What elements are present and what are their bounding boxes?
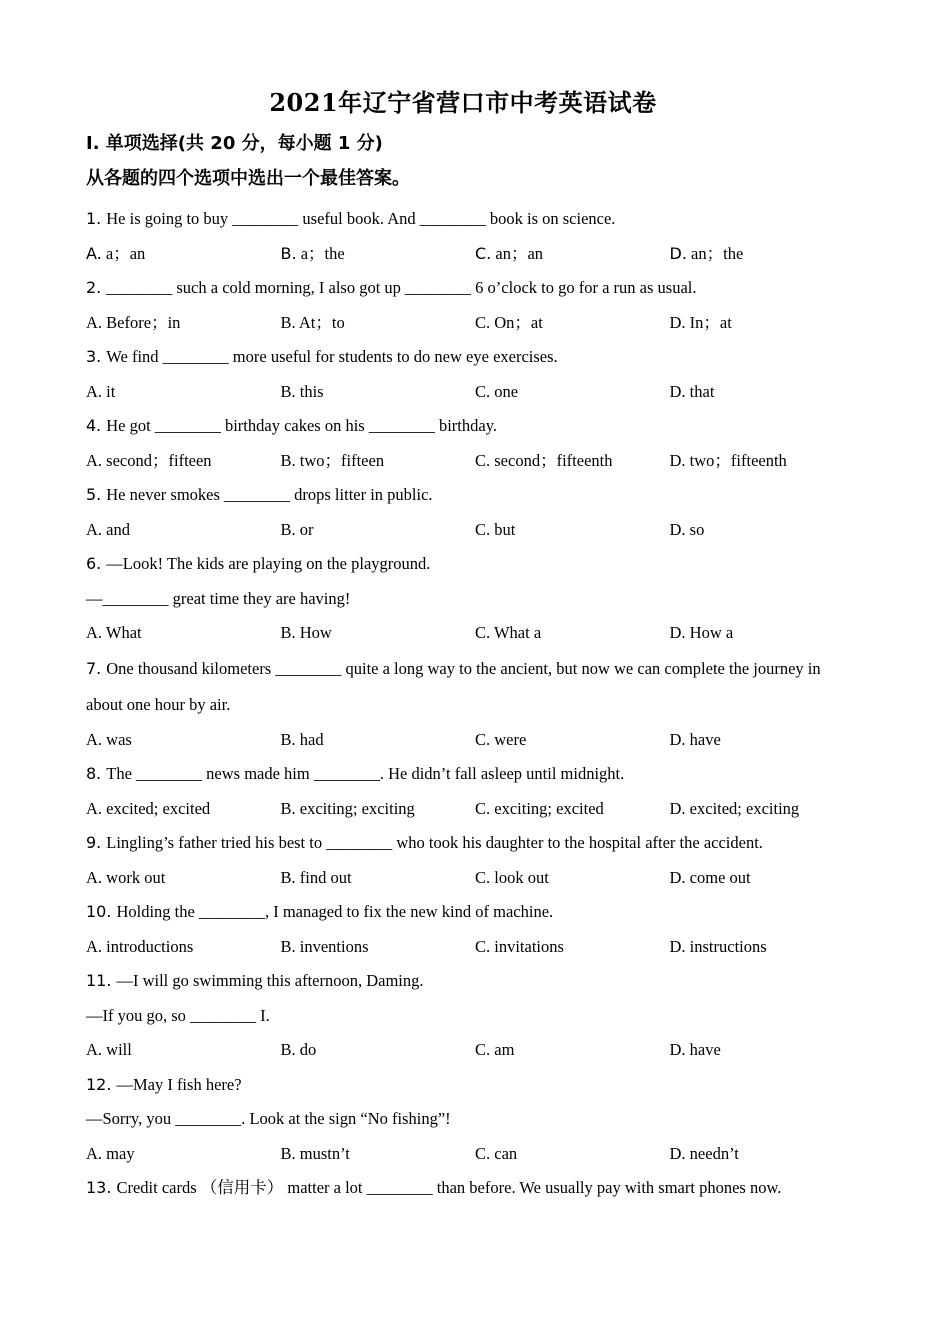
option-text: needn’t: [689, 1143, 739, 1163]
option-text: work out: [106, 867, 166, 887]
option-text: second；fifteen: [106, 450, 212, 470]
option-text: Before；in: [106, 312, 181, 332]
option-text: How: [299, 623, 332, 642]
option-letter: C.: [475, 798, 491, 818]
exam-title: 2021年辽宁省营口市中考英语试卷: [269, 88, 657, 117]
option-d[interactable]: [670, 1137, 865, 1172]
question-text: Credit cards （信用卡） matter a lot ________ than before. We usually pay with smart phones now.: [116, 1178, 782, 1197]
option-letter: A.: [86, 729, 103, 749]
option-text: have: [689, 729, 721, 749]
question-stem: [86, 651, 840, 723]
options-row: [86, 1033, 840, 1068]
option-text: that: [689, 381, 715, 401]
option-d[interactable]: [670, 616, 865, 651]
option-b[interactable]: [281, 1137, 476, 1172]
option-text: do: [299, 1040, 317, 1059]
question-number: 12.: [86, 1074, 112, 1094]
option-letter: B.: [280, 450, 296, 470]
option-letter: C.: [475, 519, 491, 539]
option-letter: D.: [669, 450, 686, 470]
option-letter: D.: [669, 1040, 686, 1059]
option-text: excited; exciting: [689, 798, 800, 818]
option-a[interactable]: [86, 616, 281, 651]
option-a[interactable]: [86, 792, 281, 827]
question-text: —Look! The kids are playing on the playground.: [106, 554, 431, 573]
question-list: [86, 202, 840, 1206]
question-number: 7.: [86, 658, 102, 678]
question-line: [86, 999, 840, 1034]
option-letter: B.: [280, 867, 296, 887]
option-text: two；fifteen: [299, 450, 385, 470]
question-stem: [86, 1171, 840, 1206]
options-row: [86, 723, 840, 758]
options-row: [86, 375, 840, 410]
option-text: How a: [689, 623, 734, 642]
option-letter: C.: [475, 867, 491, 887]
option-c[interactable]: [475, 513, 670, 548]
option-b[interactable]: [281, 375, 476, 410]
question-line: [86, 582, 840, 617]
option-letter: B.: [280, 243, 297, 263]
option-text: second；fifteenth: [494, 450, 613, 470]
option-d[interactable]: [670, 444, 865, 479]
question-stem: [86, 271, 840, 306]
question-text: —I will go swimming this afternoon, Daming.: [116, 971, 424, 990]
question-text: He is going to buy ________ useful book. And ________ book is on science.: [106, 209, 616, 228]
option-text: an；an: [495, 243, 544, 263]
option-letter: A.: [86, 867, 103, 887]
question-number: 4.: [86, 416, 102, 435]
option-letter: B.: [280, 1143, 296, 1163]
option-text: one: [494, 381, 519, 401]
question-number: 13.: [86, 1178, 112, 1197]
section-instruction: 从各题的四个选项中选出一个最佳答案。: [86, 167, 410, 189]
option-text: What a: [493, 623, 542, 642]
option-b[interactable]: [281, 1033, 476, 1068]
question-stem: [86, 547, 840, 582]
question-number: 11.: [86, 971, 112, 990]
option-text: can: [494, 1143, 518, 1163]
option-text: may: [106, 1143, 135, 1163]
option-letter: B.: [280, 798, 296, 818]
option-b[interactable]: [281, 513, 476, 548]
question-number: 10.: [86, 902, 112, 921]
options-row: [86, 861, 840, 896]
option-letter: B.: [280, 312, 296, 332]
option-text: were: [494, 729, 527, 749]
question-text: The ________ news made him ________. He didn’t fall asleep until midnight.: [106, 764, 625, 783]
option-letter: B.: [280, 1040, 296, 1059]
option-c[interactable]: [475, 1137, 670, 1172]
question-text: —If you go, so ________ I.: [86, 1005, 270, 1025]
option-c[interactable]: [475, 930, 670, 965]
question-text: Holding the ________, I managed to fix the new kind of machine.: [116, 902, 554, 921]
option-letter: D.: [669, 381, 686, 401]
option-text: exciting; excited: [494, 798, 604, 818]
question-number: 3.: [86, 347, 102, 366]
option-b[interactable]: [281, 861, 476, 896]
option-c[interactable]: [475, 444, 670, 479]
option-text: find out: [299, 867, 352, 887]
option-c[interactable]: [475, 237, 670, 272]
question-number: 9.: [86, 833, 102, 852]
question-text: —Sorry, you ________. Look at the sign “No fishing”!: [86, 1109, 451, 1128]
options-row: [86, 306, 840, 341]
option-text: inventions: [299, 936, 369, 956]
option-text: had: [299, 729, 324, 749]
option-c[interactable]: [475, 375, 670, 410]
option-text: On；at: [494, 312, 543, 332]
option-b[interactable]: [281, 792, 476, 827]
option-d[interactable]: [670, 237, 865, 272]
option-text: and: [106, 519, 130, 539]
question-stem: [86, 478, 840, 513]
question-stem: [86, 826, 840, 861]
option-text: mustn’t: [299, 1143, 350, 1163]
option-d[interactable]: [670, 930, 865, 965]
option-letter: A.: [86, 519, 103, 539]
question-number: 1.: [86, 209, 102, 228]
option-letter: C.: [475, 381, 491, 401]
question-line: [86, 1102, 840, 1137]
option-text: will: [106, 1040, 132, 1059]
option-letter: B.: [280, 381, 296, 401]
option-text: was: [106, 729, 132, 749]
option-a[interactable]: [86, 513, 281, 548]
option-letter: A.: [86, 243, 102, 263]
option-letter: B.: [280, 936, 296, 956]
option-a[interactable]: [86, 1137, 281, 1172]
options-row: [86, 513, 840, 548]
question-text: ________ such a cold morning, I also got up ________ 6 o’clock to go for a run as usual.: [106, 278, 697, 297]
option-letter: B.: [280, 623, 296, 642]
option-b[interactable]: [281, 444, 476, 479]
option-text: it: [106, 381, 116, 401]
option-d[interactable]: [670, 792, 865, 827]
option-a[interactable]: [86, 930, 281, 965]
option-letter: A.: [86, 936, 103, 956]
option-letter: C.: [475, 1040, 491, 1059]
option-text: am: [494, 1040, 515, 1059]
question-text: Lingling’s father tried his best to ________ who took his daughter to the hospital after the accident.: [106, 833, 763, 852]
option-c[interactable]: [475, 861, 670, 896]
option-text: What: [105, 623, 142, 642]
question-stem: [86, 340, 840, 375]
option-letter: D.: [669, 243, 687, 263]
option-letter: A.: [86, 798, 103, 818]
option-letter: A.: [86, 312, 103, 332]
option-text: this: [299, 381, 324, 401]
options-row: [86, 792, 840, 827]
option-text: excited; excited: [106, 798, 211, 818]
option-letter: A.: [86, 1143, 103, 1163]
option-letter: D.: [669, 519, 686, 539]
option-letter: D.: [669, 312, 686, 332]
option-letter: C.: [475, 623, 491, 642]
option-text: instructions: [689, 936, 767, 956]
option-letter: B.: [280, 519, 296, 539]
option-a[interactable]: [86, 237, 281, 272]
option-text: At；to: [298, 312, 345, 332]
option-c[interactable]: [475, 306, 670, 341]
option-text: look out: [494, 867, 549, 887]
question-stem: [86, 895, 840, 930]
question-text: He never smokes ________ drops litter in public.: [106, 485, 433, 504]
option-letter: C.: [475, 936, 491, 956]
option-letter: C.: [475, 312, 491, 332]
section-heading: Ⅰ. 单项选择(共 20 分，每小题 1 分): [86, 133, 383, 154]
question-text: We find ________ more useful for students to do new eye exercises.: [106, 347, 558, 366]
option-text: have: [689, 1040, 721, 1059]
options-row: [86, 237, 840, 272]
option-a[interactable]: [86, 375, 281, 410]
options-row: [86, 930, 840, 965]
question-text: —May I fish here?: [116, 1074, 242, 1094]
option-text: come out: [689, 867, 751, 887]
question-number: 5.: [86, 485, 102, 504]
question-stem: [86, 202, 840, 237]
option-b[interactable]: [281, 723, 476, 758]
question-stem: [86, 964, 840, 999]
options-row: [86, 1137, 840, 1172]
option-letter: C.: [475, 450, 491, 470]
option-text: a；an: [105, 243, 146, 263]
option-d[interactable]: [670, 861, 865, 896]
option-d[interactable]: [670, 375, 865, 410]
option-text: or: [299, 519, 314, 539]
option-c[interactable]: [475, 792, 670, 827]
option-a[interactable]: [86, 1033, 281, 1068]
option-c[interactable]: [475, 723, 670, 758]
option-a[interactable]: [86, 444, 281, 479]
option-b[interactable]: [281, 306, 476, 341]
option-d[interactable]: [670, 723, 865, 758]
option-letter: D.: [669, 936, 686, 956]
options-row: [86, 444, 840, 479]
option-text: but: [494, 519, 516, 539]
option-text: invitations: [494, 936, 564, 956]
question-number: 2.: [86, 278, 102, 297]
option-letter: A.: [86, 623, 103, 642]
question-stem: [86, 409, 840, 444]
option-letter: D.: [669, 729, 686, 749]
option-b[interactable]: [281, 616, 476, 651]
option-text: In；at: [689, 312, 732, 332]
option-letter: C.: [475, 243, 492, 263]
option-text: introductions: [106, 936, 194, 956]
option-letter: C.: [475, 729, 491, 749]
option-d[interactable]: [670, 1033, 865, 1068]
option-b[interactable]: [281, 930, 476, 965]
option-c[interactable]: [475, 616, 670, 651]
option-letter: D.: [669, 867, 686, 887]
option-letter: A.: [86, 1040, 103, 1059]
question-stem: [86, 1068, 840, 1103]
option-letter: A.: [86, 450, 103, 470]
option-text: a；the: [300, 243, 345, 263]
option-a[interactable]: [86, 861, 281, 896]
option-d[interactable]: [670, 513, 865, 548]
option-text: exciting; exciting: [299, 798, 415, 818]
option-letter: A.: [86, 381, 103, 401]
option-text: two；fifteenth: [689, 450, 787, 470]
option-c[interactable]: [475, 1033, 670, 1068]
question-number: 6.: [86, 554, 102, 573]
option-letter: D.: [669, 623, 686, 642]
option-a[interactable]: [86, 306, 281, 341]
option-text: so: [689, 519, 705, 539]
option-text: an；the: [691, 243, 744, 263]
options-row: [86, 616, 840, 651]
option-letter: C.: [475, 1143, 491, 1163]
option-letter: D.: [669, 798, 686, 818]
option-letter: D.: [669, 1143, 686, 1163]
option-d[interactable]: [670, 306, 865, 341]
question-stem: [86, 757, 840, 792]
question-text: One thousand kilometers ________ quite a long way to the ancient, but now we can complete the journey in about one hour by air.: [86, 658, 821, 714]
question-text: He got ________ birthday cakes on his ________ birthday.: [106, 416, 498, 435]
option-letter: B.: [280, 729, 296, 749]
option-b[interactable]: [281, 237, 476, 272]
question-number: 8.: [86, 764, 102, 783]
option-a[interactable]: [86, 723, 281, 758]
question-text: —________ great time they are having!: [86, 588, 351, 608]
